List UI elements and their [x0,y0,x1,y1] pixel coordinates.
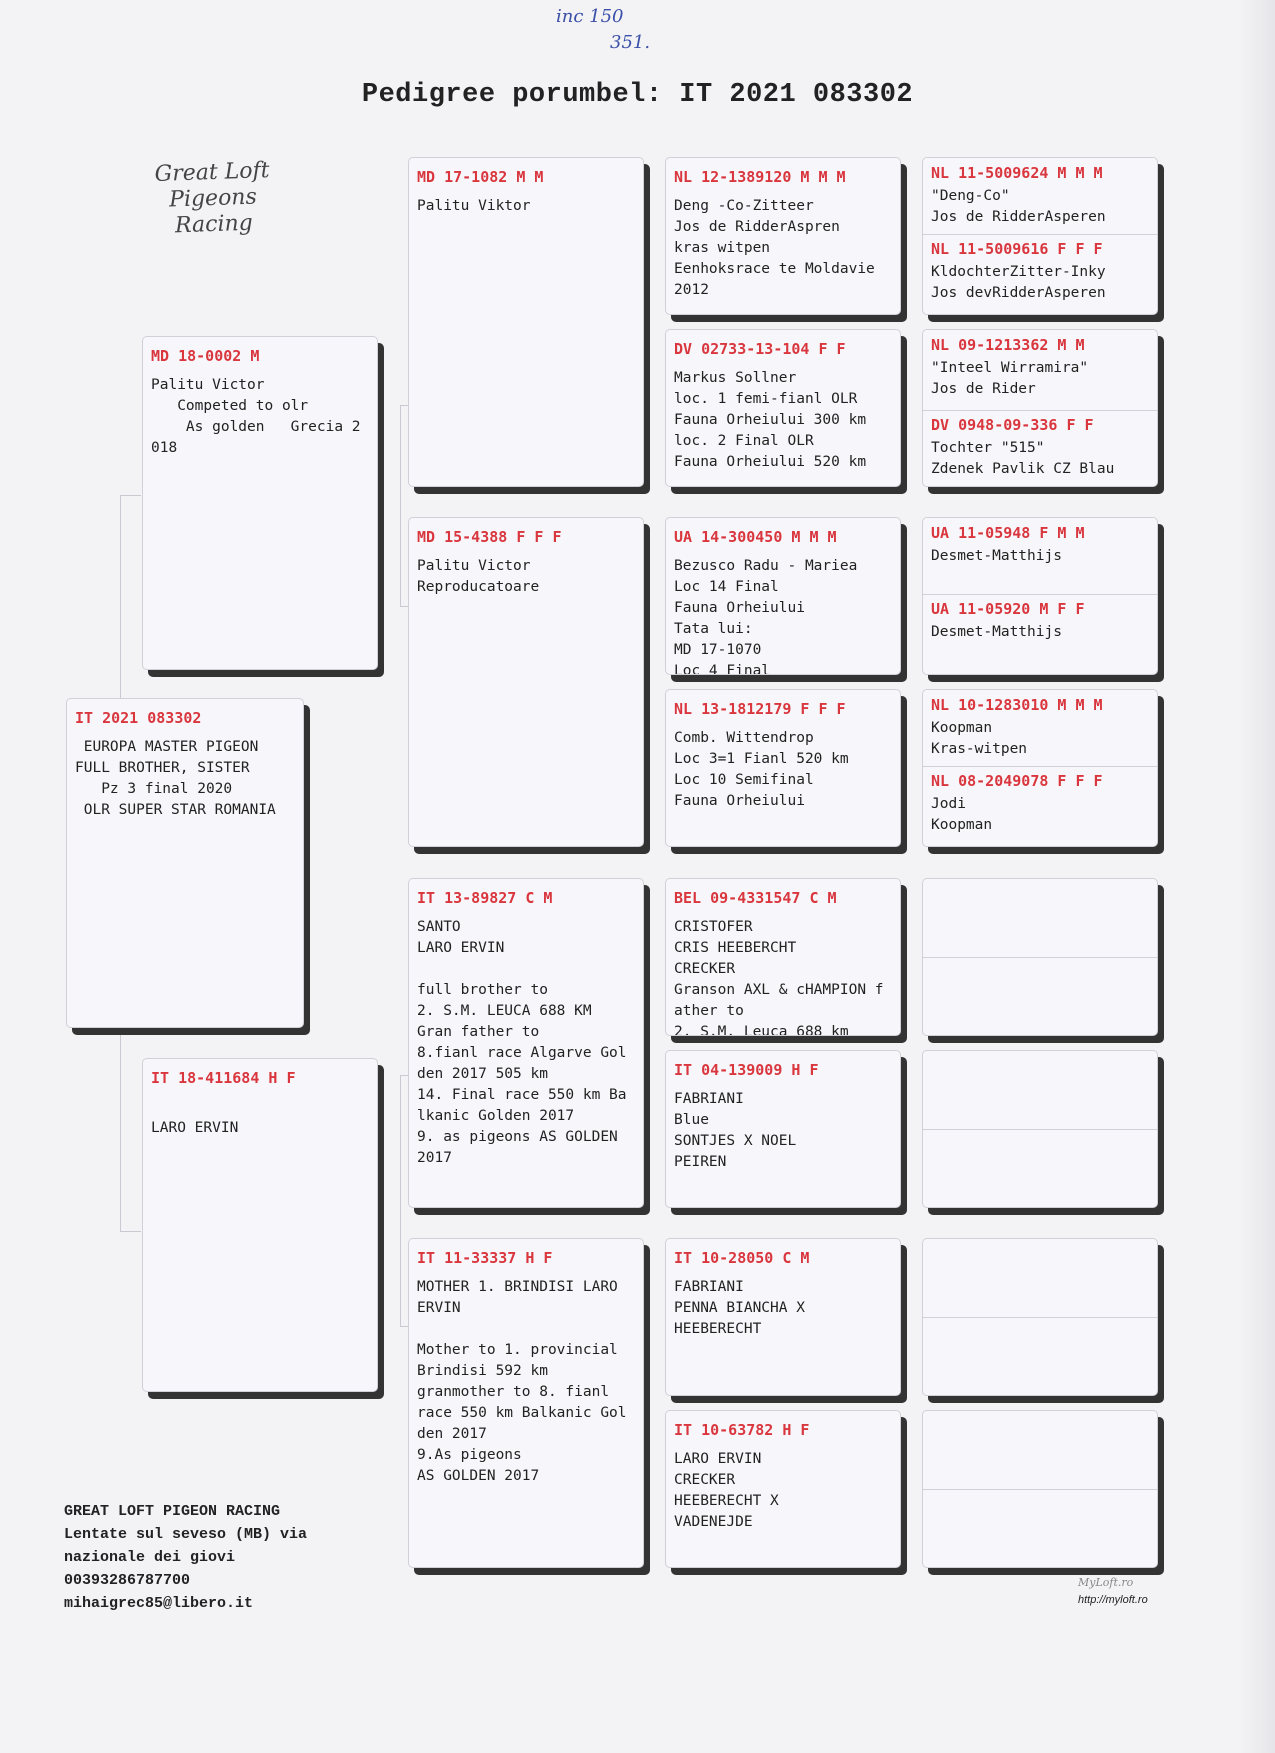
gen4-ring: UA 11-05920 M F F [931,600,1085,618]
gen4-info: Jodi Koopman [931,796,993,833]
gen4-info: KldochterZitter-Inky Jos devRidderAsperen [931,264,1106,301]
gen3-info: Deng -Co-Zitteer Jos de RidderAspren kras witpen Eenhoksrace te Moldavie 2012 [674,198,875,298]
gen3-ring: IT 10-28050 C M [674,1249,810,1267]
handwritten-note-1: inc 150 [556,6,624,27]
gen3-ring: NL 13-1812179 F F F [674,700,846,718]
gen3-card[interactable] [665,329,901,487]
gen2-info: Palitu Victor Reproducatoare [417,558,540,595]
gen3-info: Markus Sollner loc. 1 femi-fianl OLR Fauna Orheiului 300 km loc. 2 Final OLR Fauna Orheiului 520 km [674,370,867,470]
gen4-bottom[interactable] [923,1129,1157,1135]
gen4-bottom[interactable] [923,410,1157,480]
gen4-card[interactable] [922,1410,1158,1568]
gen4-card[interactable] [922,1238,1158,1396]
gen4-card[interactable] [922,329,1158,487]
gen2-ring: MD 15-4388 F F F [417,528,562,546]
gen2-info: Palitu Viktor [417,198,531,214]
gen3-card[interactable] [665,878,901,1036]
gen4-bottom[interactable] [923,234,1157,304]
gen4-ring: NL 08-2049078 F F F [931,772,1103,790]
gen4-ring: DV 0948-09-336 F F [931,416,1094,434]
gen4-info: Tochter "515" Zdenek Pavlik CZ Blau [931,440,1115,477]
footer-contact: GREAT LOFT PIGEON RACING Lentate sul seveso (MB) via nazionale dei giovi 00393286787700 mihaigrec85@libero.it [64,1503,308,1612]
gen4-bottom[interactable] [923,1317,1157,1323]
logo [127,157,300,241]
gen3-ring: IT 04-139009 H F [674,1061,819,1079]
logo-line-1: Great Loft Pigeons [154,158,270,213]
gen4-card[interactable] [922,157,1158,315]
gen4-bottom[interactable] [923,1489,1157,1495]
gen4-ring: NL 11-5009624 M M M [931,164,1103,182]
gen3-info: FABRIANI Blue SONTJES X NOEL PEIREN [674,1091,797,1170]
gen4-top[interactable] [923,690,1157,760]
gen4-top[interactable] [923,330,1157,400]
gen3-card[interactable] [665,517,901,675]
gen4-bottom[interactable] [923,957,1157,963]
subject-card[interactable] [66,698,304,1028]
gen4-top[interactable] [923,1239,1157,1245]
gen3-card[interactable] [665,1410,901,1568]
gen3-card[interactable] [665,1050,901,1208]
gen4-card[interactable] [922,878,1158,1036]
gen3-info: LARO ERVIN CRECKER HEEBERECHT X VADENEJDE [674,1451,779,1530]
gen4-card[interactable] [922,689,1158,847]
gen4-top[interactable] [923,518,1157,567]
gen4-top[interactable] [923,1051,1157,1057]
gen4-info: Koopman Kras-witpen [931,720,1028,757]
sire-info: Palitu Victor Competed to olr As golden Grecia 2 018 [151,377,361,456]
page-edge-shadow [1239,0,1275,1753]
gen4-top[interactable] [923,1411,1157,1417]
gen2-info: MOTHER 1. BRINDISI LARO ERVIN Mother to 1. provincial Brindisi 592 km granmother to 8. fianl race 550 km Balkanic Gol den 2017 9.As pigeons AS GOLDEN 2017 [417,1279,627,1484]
gen4-top[interactable] [923,158,1157,228]
gen2-info: SANTO LARO ERVIN full brother to 2. S.M. LEUCA 688 KM Gran father to 8.fianl race Algarve Gol den 2017 505 km 14. Final race 550 km Ba lkanic Golden 2017 9. as pigeons AS GOLDEN 2017 [417,919,627,1166]
gen3-ring: DV 02733-13-104 F F [674,340,846,358]
gen2-card[interactable] [408,157,644,487]
handwritten-note-2: 351. [610,32,651,53]
gen4-info: "Inteel Wirramira" Jos de Rider [931,360,1089,397]
gen3-info: Bezusco Radu - Mariea Loc 14 Final Fauna Orheiului Tata lui: MD 17-1070 Loc 4 Final [674,558,858,675]
subject-info: EUROPA MASTER PIGEON FULL BROTHER, SISTER Pz 3 final 2020 OLR SUPER STAR ROMANIA [75,739,276,818]
gen4-bottom[interactable] [923,594,1157,643]
sire-card[interactable] [142,336,378,670]
gen3-card[interactable] [665,689,901,847]
gen3-card[interactable] [665,1238,901,1396]
dam-card[interactable] [142,1058,378,1392]
gen2-ring: IT 13-89827 C M [417,889,553,907]
gen4-bottom[interactable] [923,766,1157,836]
dam-info: LARO ERVIN [151,1120,239,1136]
gen4-card[interactable] [922,1050,1158,1208]
gen3-ring: BEL 09-4331547 C M [674,889,837,907]
sire-ring: MD 18-0002 M [151,347,260,365]
dam-ring: IT 18-411684 H F [151,1069,296,1087]
gen3-info: CRISTOFER CRIS HEEBERCHT CRECKER Granson AXL & cHAMPION f ather to 2. S.M. Leuca 688 km [674,919,884,1036]
gen4-ring: NL 10-1283010 M M M [931,696,1103,714]
gen2-ring: IT 11-33337 H F [417,1249,553,1267]
gen4-top[interactable] [923,879,1157,885]
gen3-info: FABRIANI PENNA BIANCHA X HEEBERECHT [674,1279,805,1337]
gen3-card[interactable] [665,157,901,315]
gen4-info: "Deng-Co" Jos de RidderAsperen [931,188,1106,225]
gen3-ring: UA 14-300450 M M M [674,528,837,546]
page-title: Pedigree porumbel: IT 2021 083302 [361,80,914,110]
gen3-ring: IT 10-63782 H F [674,1421,810,1439]
site-link[interactable]: http://myloft.ro [1078,1594,1148,1606]
signature: MyLoft.ro [1078,1576,1134,1589]
gen4-ring: NL 09-1213362 M M [931,336,1085,354]
gen2-ring: MD 17-1082 M M [417,168,544,186]
gen4-card[interactable] [922,517,1158,675]
gen2-card[interactable] [408,517,644,847]
gen2-card[interactable] [408,878,644,1208]
subject-ring: IT 2021 083302 [75,709,202,727]
gen4-info: Desmet-Matthijs [931,548,1062,564]
gen3-info: Comb. Wittendrop Loc 3=1 Fianl 520 km Loc 10 Semifinal Fauna Orheiului [674,730,849,809]
gen4-info: Desmet-Matthijs [931,624,1062,640]
gen3-ring: NL 12-1389120 M M M [674,168,846,186]
gen4-ring: NL 11-5009616 F F F [931,240,1103,258]
logo-line-2: Racing [174,210,254,239]
gen2-card[interactable] [408,1238,644,1568]
gen4-ring: UA 11-05948 F M M [931,524,1085,542]
